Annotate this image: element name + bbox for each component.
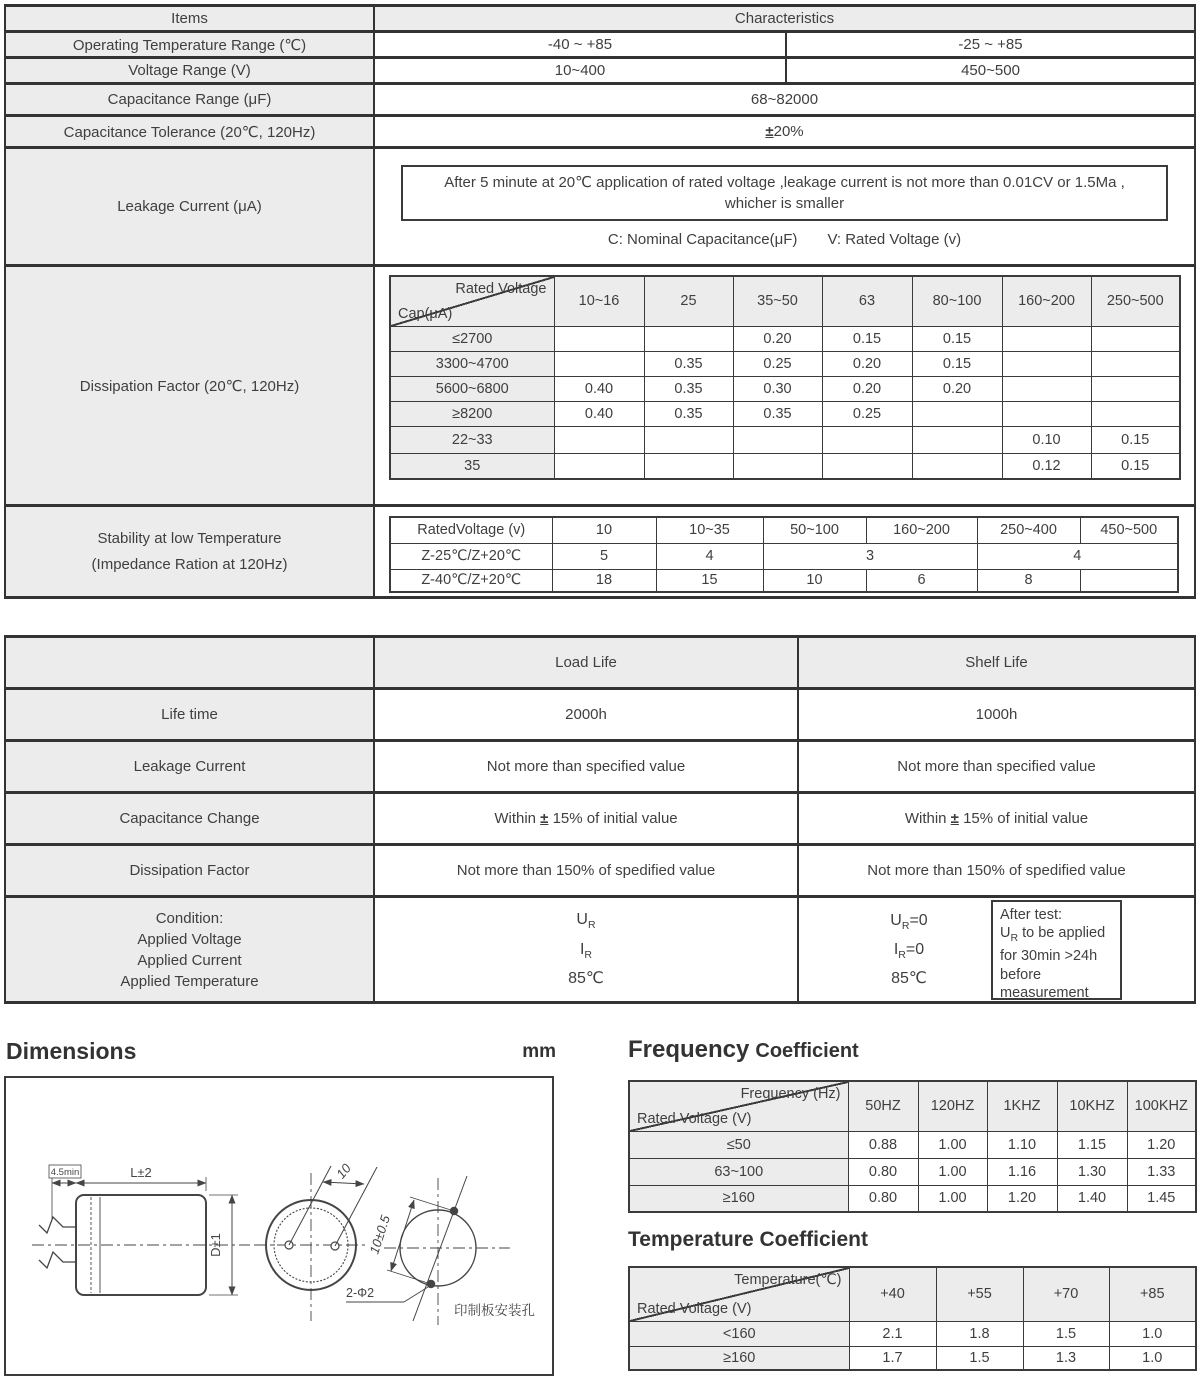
frequency-coefficient-table: [628, 1080, 1197, 1213]
table-row: [390, 453, 1180, 479]
cell: [1091, 326, 1180, 351]
row-label: Life time: [5, 689, 374, 741]
heading-word: Frequency: [628, 1036, 750, 1063]
cell: [554, 453, 644, 479]
col-header: 25: [644, 276, 733, 326]
cell: 1.40: [1057, 1185, 1127, 1212]
drawing-lines: [32, 1165, 510, 1325]
row-leakage-current: [5, 741, 1195, 793]
cell: 4: [977, 543, 1178, 569]
cell: 0.20: [912, 376, 1002, 401]
plus-minus: ±: [765, 123, 774, 140]
col-header: 160~200: [1002, 276, 1091, 326]
col-header: 250~400: [977, 517, 1080, 543]
row-label: 35: [390, 453, 554, 479]
shelf-life-header: Shelf Life: [798, 637, 1195, 689]
row-label: ≥8200: [390, 401, 554, 426]
row-label: Z-40℃/Z+20℃: [390, 569, 552, 592]
shelf-condition-cell: [798, 897, 1195, 1003]
cell: 8: [977, 569, 1080, 592]
cell: 0.20: [733, 326, 822, 351]
after-test-line: $U_R$ to be applied: [1000, 925, 1106, 945]
applied-current-value: $I_R$: [579, 940, 593, 961]
items-header: Items: [5, 6, 374, 32]
row-operating-temperature: [5, 32, 1195, 58]
cell: [1002, 401, 1091, 426]
row-label: 5600~6800: [390, 376, 554, 401]
cell: 1000h: [798, 689, 1195, 741]
cell: [733, 453, 822, 479]
dissipation-header-row: [390, 276, 1180, 326]
row-label: ≤50: [629, 1131, 848, 1158]
table-row: [629, 1158, 1196, 1185]
cell: 4: [656, 543, 763, 569]
cell: 1.0: [1109, 1321, 1196, 1346]
row-capacitance-tolerance: [5, 116, 1195, 148]
load-condition-cell: [374, 897, 798, 1003]
row-label: Z-25℃/Z+20℃: [390, 543, 552, 569]
legend-v: V: Rated Voltage (v): [827, 231, 962, 248]
applied-voltage-value: $U_R$: [576, 911, 596, 932]
text: Within: [494, 810, 541, 827]
cell: 0.88: [848, 1131, 918, 1158]
cell: 0.40: [554, 376, 644, 401]
cell: -25 ~ +85: [786, 32, 1195, 58]
col-header: 120HZ: [918, 1081, 987, 1131]
cell: [1002, 351, 1091, 376]
leakage-note-box: [401, 165, 1168, 221]
mounting-hole-note: 印制板安装孔: [454, 1303, 535, 1318]
applied-voltage-value: $U_R=0$: [890, 911, 928, 932]
row-stability: [5, 506, 1195, 598]
row-label: <160: [629, 1321, 849, 1346]
row-voltage-range: [5, 58, 1195, 84]
row-capacitance-range: [5, 84, 1195, 116]
cell: 0.40: [554, 401, 644, 426]
row-label: [5, 506, 374, 598]
cell: 0.15: [912, 326, 1002, 351]
header-row: [5, 6, 1195, 32]
heading-word: Coefficient: [755, 1040, 859, 1062]
cell: Not more than specified value: [374, 741, 798, 793]
table-row: [390, 401, 1180, 426]
corner-top-label: Rated Voltage: [455, 281, 547, 297]
life-header-row: [5, 637, 1195, 689]
cell: Not more than 150% of spedified value: [798, 845, 1195, 897]
row-label: Operating Temperature Range (℃): [5, 32, 374, 58]
cell: [1080, 569, 1178, 592]
cell: 0.20: [822, 376, 912, 401]
applied-temperature-value: 85℃: [891, 969, 927, 987]
text: 15% of initial value: [958, 810, 1089, 827]
cell: 1.30: [1057, 1158, 1127, 1185]
row-label: Dissipation Factor: [5, 845, 374, 897]
cell: 18: [552, 569, 656, 592]
cell: 1.00: [918, 1185, 987, 1212]
cell: [1091, 376, 1180, 401]
row-leakage-current: [5, 148, 1195, 266]
row-label: Voltage Range (V): [5, 58, 374, 84]
temperature-corner-cell: [629, 1267, 849, 1321]
col-header: 80~100: [912, 276, 1002, 326]
cell: 1.0: [1109, 1346, 1196, 1370]
corner-bottom-label: Rated Voltage (V): [637, 1300, 752, 1317]
col-header: 50~100: [763, 517, 866, 543]
cell: [822, 453, 912, 479]
cell: 1.3: [1023, 1346, 1109, 1370]
cell: [912, 401, 1002, 426]
cell: 450~500: [786, 58, 1195, 84]
cell: [1091, 351, 1180, 376]
life-table: [4, 635, 1196, 1004]
row-label: Capacitance Change: [5, 793, 374, 845]
col-header: 1KHZ: [987, 1081, 1057, 1131]
cell: 1.8: [936, 1321, 1023, 1346]
row-label: ≥160: [629, 1346, 849, 1370]
row-label: Leakage Current: [5, 741, 374, 793]
cell: 10~400: [374, 58, 786, 84]
cell: 2.1: [849, 1321, 936, 1346]
stability-cell: [374, 506, 1195, 598]
cell: 0.12: [1002, 453, 1091, 479]
dimensions-title: Dimensions: [6, 1038, 137, 1064]
cell: 1.00: [918, 1131, 987, 1158]
leakage-note-cell: [374, 148, 1195, 266]
cell: 1.45: [1127, 1185, 1196, 1212]
cell: 0.35: [644, 401, 733, 426]
cell: 0.25: [822, 401, 912, 426]
col-header: RatedVoltage (v): [390, 517, 552, 543]
table-row: [390, 376, 1180, 401]
table-row: [390, 326, 1180, 351]
dissipation-cell: [374, 266, 1195, 506]
row-label: 22~33: [390, 426, 554, 453]
dimensions-unit: mm: [522, 1041, 556, 1062]
leakage-legend: [379, 231, 1190, 248]
row-label: Capacitance Tolerance (20℃, 120Hz): [5, 116, 374, 148]
cell: [644, 426, 733, 453]
characteristics-table: [4, 4, 1196, 599]
row-life-time: [5, 689, 1195, 741]
cell: 1.10: [987, 1131, 1057, 1158]
col-header: +55: [936, 1267, 1023, 1321]
cell: 0.15: [822, 326, 912, 351]
row-label: 63~100: [629, 1158, 848, 1185]
cell: 15: [656, 569, 763, 592]
empty-corner-cell: [5, 637, 374, 689]
cell: [554, 351, 644, 376]
table-row: [390, 569, 1178, 592]
dimensions-heading: [6, 1038, 556, 1065]
col-header: 450~500: [1080, 517, 1178, 543]
condition-line: Applied Temperature: [120, 972, 259, 990]
cell: [1002, 376, 1091, 401]
cell: [822, 426, 912, 453]
cell: 1.5: [1023, 1321, 1109, 1346]
cell: -40 ~ +85: [374, 32, 786, 58]
cell: [644, 453, 733, 479]
legend-c: C: Nominal Capacitance(μF): [607, 231, 798, 248]
frequency-corner-cell: [629, 1081, 848, 1131]
cell: 0.15: [1091, 426, 1180, 453]
cell: [912, 426, 1002, 453]
cell: 1.15: [1057, 1131, 1127, 1158]
col-header: 10~35: [656, 517, 763, 543]
body-length-label: L±2: [130, 1165, 152, 1180]
row-condition: [5, 897, 1195, 1003]
dimensions-drawing-box: [4, 1076, 554, 1376]
after-test-line: before: [1000, 966, 1042, 983]
cell: [554, 426, 644, 453]
plus-minus: ±: [950, 810, 959, 827]
col-header: 10KHZ: [1057, 1081, 1127, 1131]
cell: 0.30: [733, 376, 822, 401]
after-test-title: After test:: [1000, 907, 1063, 923]
cell: 68~82000: [374, 84, 1195, 116]
cell: 0.80: [848, 1158, 918, 1185]
plus-minus: ±: [540, 810, 549, 827]
temperature-coefficient-table: [628, 1266, 1197, 1371]
row-label: Leakage Current (μA): [5, 148, 374, 266]
pitch-label: 10: [333, 1160, 354, 1182]
corner-bottom-label: Cap(μA): [398, 305, 453, 322]
cell: 0.10: [1002, 426, 1091, 453]
cell: [798, 793, 1195, 845]
cell: 1.7: [849, 1346, 936, 1370]
col-header: 250~500: [1091, 276, 1180, 326]
cell: 1.5: [936, 1346, 1023, 1370]
characteristics-header: Characteristics: [374, 6, 1195, 32]
cell: 0.80: [848, 1185, 918, 1212]
cell: 0.35: [644, 376, 733, 401]
col-header: 50HZ: [848, 1081, 918, 1131]
row-label: Capacitance Range (μF): [5, 84, 374, 116]
condition-line: Applied Current: [137, 951, 242, 969]
leakage-note-line1: After 5 minute at 20℃ application of rated voltage ,leakage current is not more than 0.01CV or 1.5Ma ,: [444, 174, 1125, 191]
table-row: [390, 543, 1178, 569]
col-header: 63: [822, 276, 912, 326]
cell: 1.16: [987, 1158, 1057, 1185]
cell: 1.00: [918, 1158, 987, 1185]
row-label: [5, 897, 374, 1003]
hole-diameter-label: 2-Φ2: [346, 1286, 375, 1300]
cell: [733, 426, 822, 453]
row-dissipation-factor: [5, 266, 1195, 506]
cell: [912, 453, 1002, 479]
cell: 0.35: [733, 401, 822, 426]
cell: 1.20: [987, 1185, 1057, 1212]
col-header: 35~50: [733, 276, 822, 326]
table-row: [629, 1321, 1196, 1346]
after-test-note: [991, 900, 1122, 1000]
frequency-coefficient-heading: [628, 1036, 859, 1064]
stability-table: [389, 516, 1179, 593]
after-test-line: measurement: [1000, 984, 1089, 1001]
cell: Not more than specified value: [798, 741, 1195, 793]
capacitor-dimension-drawing: [6, 1078, 552, 1374]
row-dissipation-factor: [5, 845, 1195, 897]
col-header: +70: [1023, 1267, 1109, 1321]
cell: [374, 793, 798, 845]
cell: 0.25: [733, 351, 822, 376]
stability-header-row: [390, 517, 1178, 543]
temperature-header-row: [629, 1267, 1196, 1321]
cell: 0.20: [822, 351, 912, 376]
row-label: 3300~4700: [390, 351, 554, 376]
frequency-header-row: [629, 1081, 1196, 1131]
col-header: +40: [849, 1267, 936, 1321]
corner-bottom-label: Rated Voltage (V): [637, 1110, 752, 1127]
load-life-header: Load Life: [374, 637, 798, 689]
table-row: [390, 426, 1180, 453]
col-header: 160~200: [866, 517, 977, 543]
cell: 5: [552, 543, 656, 569]
row-capacitance-change: [5, 793, 1195, 845]
cell: 1.33: [1127, 1158, 1196, 1185]
cell: 0.15: [912, 351, 1002, 376]
table-row: [390, 351, 1180, 376]
cell: 6: [866, 569, 977, 592]
cell: [1002, 326, 1091, 351]
condition-line: Condition:: [155, 909, 224, 927]
leakage-note-line2: whicher is smaller: [724, 195, 845, 212]
condition-line: Applied Voltage: [137, 930, 242, 948]
cell: 1.20: [1127, 1131, 1196, 1158]
col-header: 10~16: [554, 276, 644, 326]
cell: 10: [763, 569, 866, 592]
stability-label-line1: Stability at low Temperature: [97, 529, 282, 547]
table-row: [629, 1185, 1196, 1212]
stability-label-line2: (Impedance Ration at 120Hz): [91, 555, 288, 573]
diameter-label: D±1: [208, 1233, 223, 1257]
tolerance-value: 20%: [773, 123, 804, 140]
col-header: 100KHZ: [1127, 1081, 1196, 1131]
lead-length-label: 4.5min: [50, 1167, 80, 1178]
cell: [1091, 401, 1180, 426]
after-test-line: for 30min >24h: [1000, 948, 1098, 965]
text: Within: [904, 810, 951, 827]
row-label: ≤2700: [390, 326, 554, 351]
table-row: [629, 1131, 1196, 1158]
dissipation-corner-cell: [390, 276, 554, 326]
row-label: ≥160: [629, 1185, 848, 1212]
col-header: 10: [552, 517, 656, 543]
cell: 0.35: [644, 351, 733, 376]
text: 15% of initial value: [548, 810, 678, 827]
row-label: Dissipation Factor (20℃, 120Hz): [5, 266, 374, 506]
cell: 0.15: [1091, 453, 1180, 479]
cell: [554, 326, 644, 351]
dissipation-table: [389, 275, 1181, 480]
applied-temperature-value: 85℃: [568, 969, 604, 987]
temperature-coefficient-heading: Temperature Coefficient: [628, 1228, 868, 1251]
hole-pitch-label: 10±0.5: [366, 1213, 393, 1256]
corner-top-label: Frequency (Hz): [740, 1086, 841, 1102]
applied-current-value: $I_R=0$: [893, 940, 925, 961]
cell: Not more than 150% of spedified value: [374, 845, 798, 897]
corner-top-label: Temperature(℃): [734, 1272, 842, 1288]
col-header: +85: [1109, 1267, 1196, 1321]
cell: 3: [763, 543, 977, 569]
cell: 2000h: [374, 689, 798, 741]
table-row: [629, 1346, 1196, 1370]
cell: [644, 326, 733, 351]
cell: [374, 116, 1195, 148]
shelf-condition-values: [844, 908, 974, 990]
